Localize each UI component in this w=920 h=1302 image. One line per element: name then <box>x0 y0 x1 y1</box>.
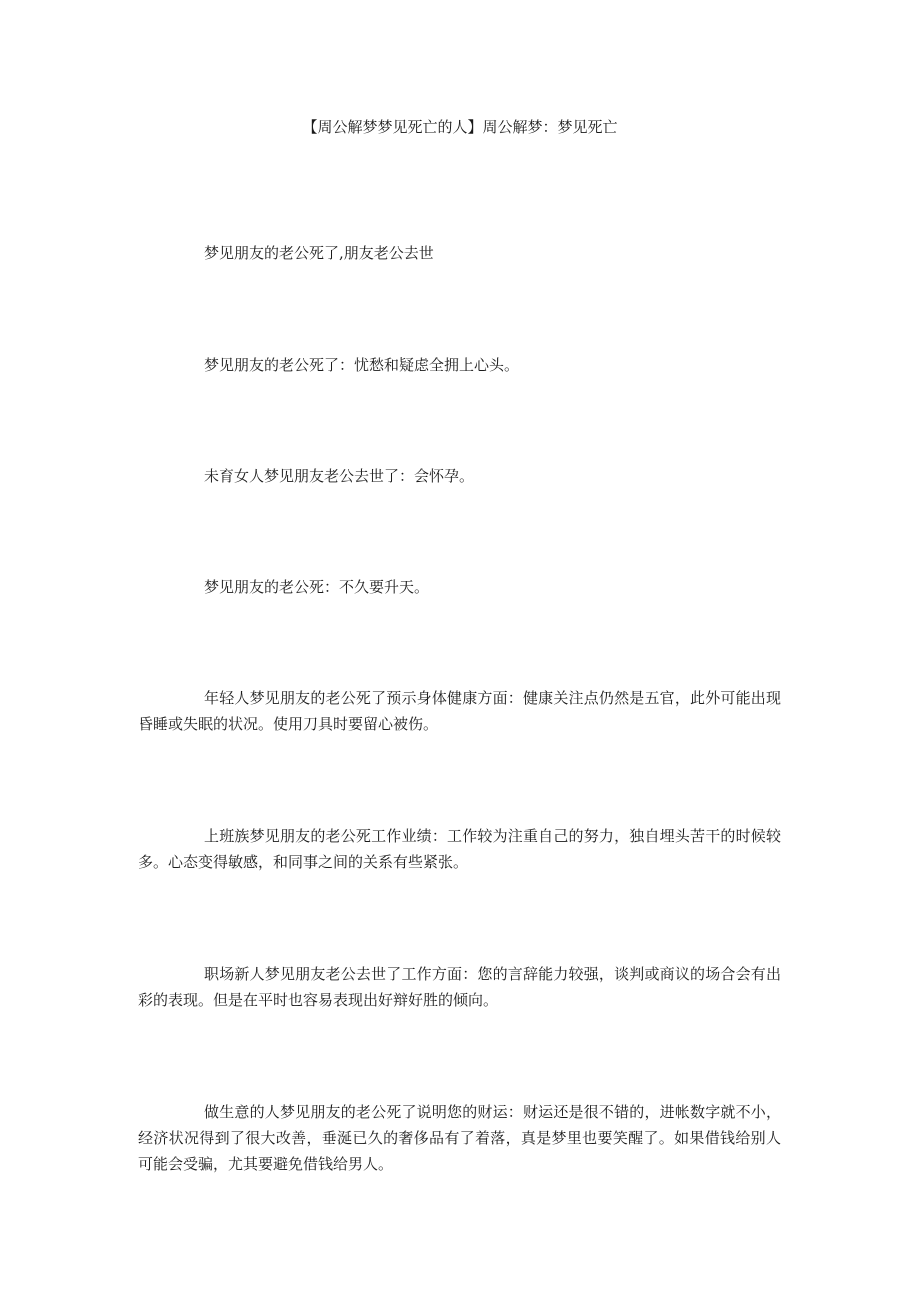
paragraph: 未育女人梦见朋友老公去世了：会怀孕。 <box>204 467 475 485</box>
paragraph: 职场新人梦见朋友老公去世了工作方面：您的言辞能力较强，谈判或商议的场合会有出彩的表现。但是在平时也容易表现出好辩好胜的倾向。 <box>138 965 781 1009</box>
paragraph: 年轻人梦见朋友的老公死了预示身体健康方面：健康关注点仍然是五官，此外可能出现昏睡或失眠的状况。使用刀具时要留心被伤。 <box>138 689 781 733</box>
paragraph-heading: 梦见朋友的老公死了,朋友老公去世 <box>204 244 434 262</box>
paragraph: 梦见朋友的老公死了：忧愁和疑虑全拥上心头。 <box>204 356 520 374</box>
document-title: 【周公解梦梦见死亡的人】周公解梦：梦见死亡 <box>302 118 618 136</box>
paragraph: 梦见朋友的老公死：不久要升天。 <box>204 578 430 596</box>
paragraph: 上班族梦见朋友的老公死工作业绩：工作较为注重自己的努力，独自埋头苦干的时候较多。心态变得敏感，和同事之间的关系有些紧张。 <box>138 827 781 871</box>
paragraph: 做生意的人梦见朋友的老公死了说明您的财运：财运还是很不错的，进帐数字就不小，经济状况得到了很大改善，垂涎已久的奢侈品有了着落，真是梦里也要笑醒了。如果借钱给别人可能会受骗，尤其要避免借钱给男人。 <box>138 1103 781 1173</box>
